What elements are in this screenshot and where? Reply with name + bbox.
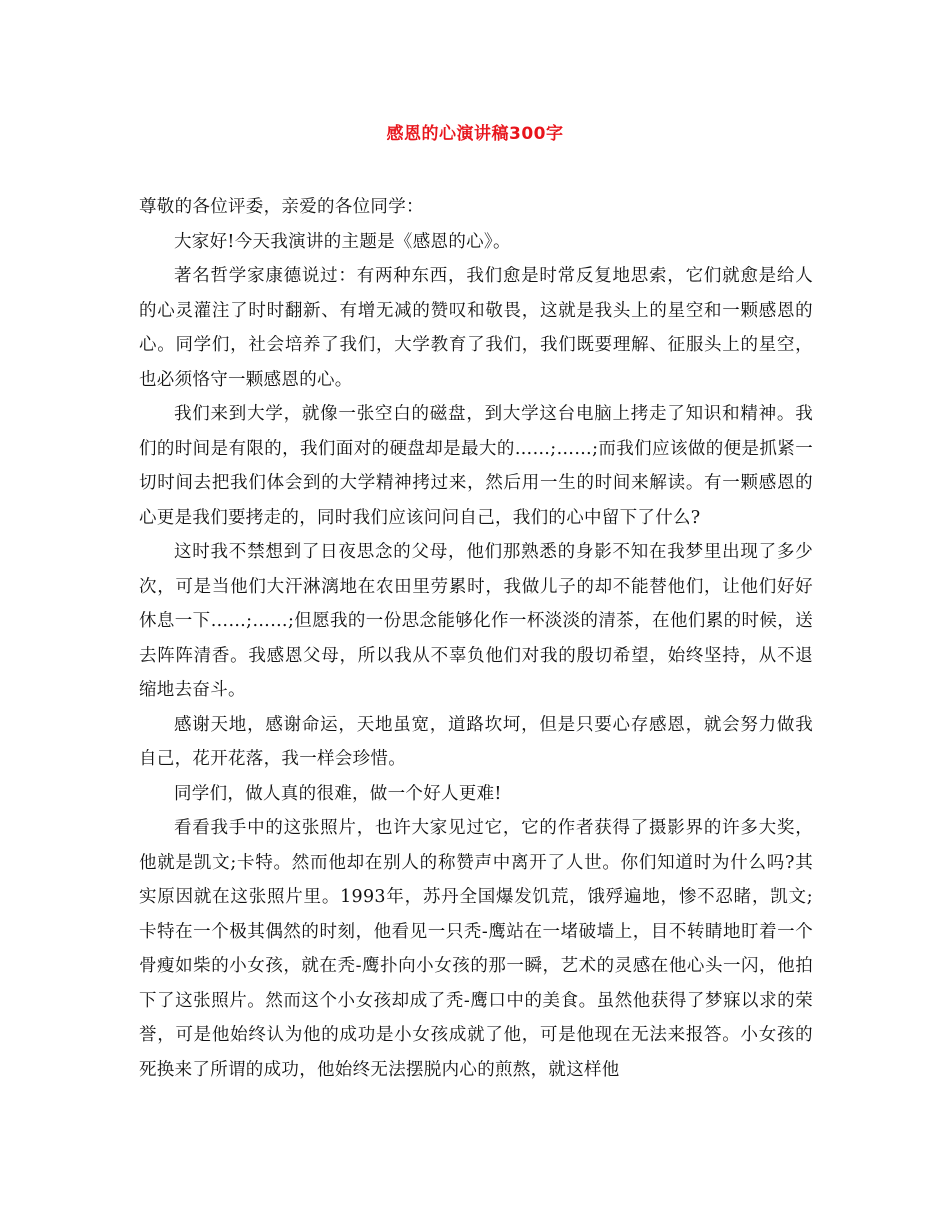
document-body (139, 190, 813, 1087)
body-paragraph: 我们来到大学，就像一张空白的磁盘，到大学这台电脑上拷走了知识和精神。我们的时间是有限的，我们面对的硬盘却是最大的……;……;而我们应该做的便是抓紧一切时间去把我们体会到的大学精神拷过来，然后用一生的时间来解读。有一颗感恩的心更是我们要拷走的，同时我们应该问问自己，我们的心中留下了什么? (139, 404, 813, 528)
body-paragraph: 著名哲学家康德说过：有两种东西，我们愈是时常反复地思索，它们就愈是给人的心灵灌注了时时翻新、有增无减的赞叹和敬畏，这就是我头上的星空和一颗感恩的心。同学们，社会培养了我们，大学教育了我们，我们既要理解、征服头上的星空，也必须恪守一颗感恩的心。 (139, 266, 813, 390)
document-title: 感恩的心演讲稿300字 (386, 124, 564, 144)
body-paragraph: 这时我不禁想到了日夜思念的父母，他们那熟悉的身影不知在我梦里出现了多少次，可是当他们大汗淋漓地在农田里劳累时，我做儿子的却不能替他们，让他们好好休息一下……;……;但愿我的一份思念能够化作一杯淡淡的清茶，在他们累的时候，送去阵阵清香。我感恩父母，所以我从不辜负他们对我的殷切希望，始终坚持，从不退缩地去奋斗。 (139, 542, 813, 700)
body-paragraph: 大家好!今天我演讲的主题是《感恩的心》。 (174, 231, 511, 252)
body-paragraph: 看看我手中的这张照片，也许大家见过它，它的作者获得了摄影界的许多大奖，他就是凯文;卡特。然而他却在别人的称赞声中离开了人世。你们知道时为什么吗?其实原因就在这张照片里。1993年，苏丹全国爆发饥荒，饿殍遍地，惨不忍睹，凯文;卡特在一个极其偶然的时刻，他看见一只秃-鹰站在一堵破墙上，目不转睛地盯着一个骨瘦如柴的小女孩，就在秃-鹰扑向小女孩的那一瞬，艺术的灵感在他心头一闪，他拍下了这张照片。然而这个小女孩却成了秃-鹰口中的美食。虽然他获得了梦寐以求的荣誉，可是他始终认为他的成功是小女孩成就了他，可是他现在无法来报答。小女孩的死换来了所谓的成功，他始终无法摆脱内心的煎熬，就这样他 (139, 818, 813, 1080)
body-paragraph: 感谢天地，感谢命运，天地虽宽，道路坎坷，但是只要心存感恩，就会努力做我自己，花开花落，我一样会珍惜。 (139, 714, 813, 769)
body-paragraph: 同学们，做人真的很难，做一个好人更难! (174, 783, 502, 804)
salutation-paragraph: 尊敬的各位评委，亲爱的各位同学： (139, 197, 424, 217)
